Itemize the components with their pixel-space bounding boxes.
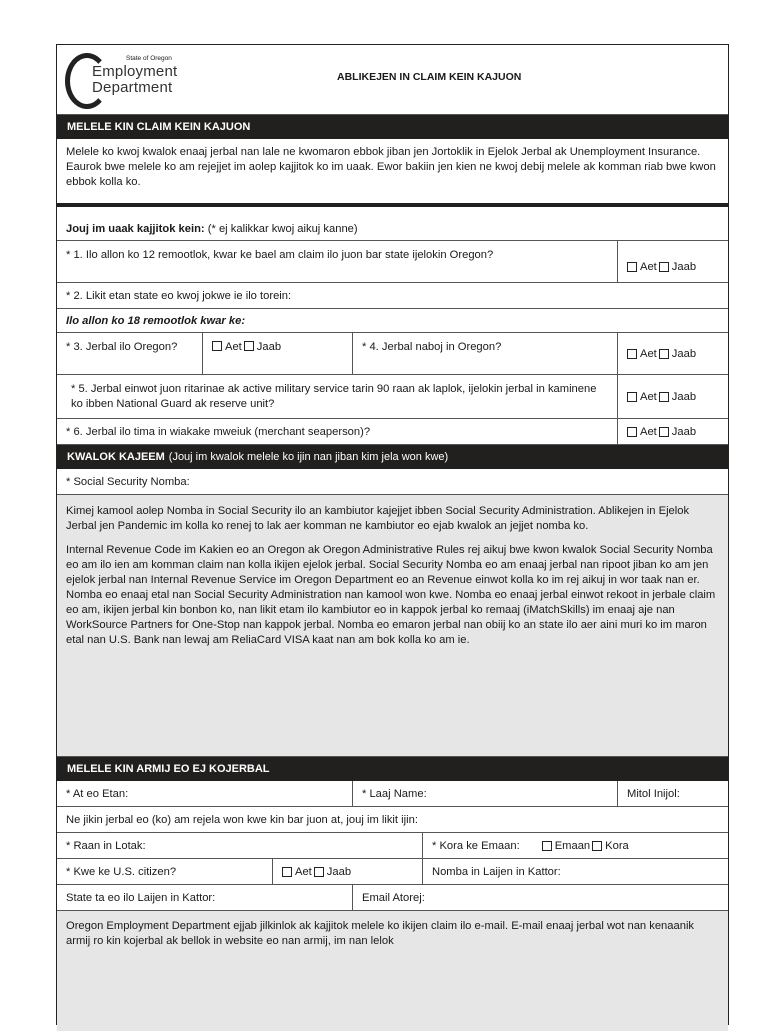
email-field[interactable]: Email Atorej:: [352, 885, 728, 910]
sub-heading-text: Ilo allon ko 18 remootlok kwar ke:: [66, 314, 246, 327]
form-title: ABLIKEJEN IN CLAIM KEIN KAJUON: [337, 71, 522, 83]
q6-no-checkbox[interactable]: [659, 427, 669, 437]
section-heading-text: KWALOK KAJEEM: [67, 451, 165, 463]
section-heading-text: MELELE KIN ARMIJ EO EJ KOJERBAL: [67, 763, 270, 775]
other-names-row[interactable]: [57, 807, 728, 833]
yes-label: Aet: [640, 347, 657, 360]
question-5-row: [57, 375, 728, 419]
ssn-row[interactable]: [57, 469, 728, 495]
question-2-text: * 2. Likit etan state eo kwoj jokwe ie ilo torein:: [66, 289, 292, 302]
section-heading-claim-info: [57, 115, 728, 139]
dob-gender-row: [57, 833, 728, 859]
question-2-row[interactable]: [57, 283, 728, 309]
section-heading-subtext: (Jouj im kwalok melele ko ijin nan jiban kim jela won kwe): [168, 451, 449, 463]
no-label: Jaab: [671, 260, 697, 273]
q3-yes-checkbox[interactable]: [212, 341, 222, 351]
citizen-no-checkbox[interactable]: [314, 867, 324, 877]
gender-label: * Kora ke Emaan:: [432, 839, 520, 852]
name-row: [57, 781, 728, 807]
section-heading-identity: [57, 445, 728, 469]
section-heading-text: MELELE KIN CLAIM KEIN KAJUON: [67, 121, 251, 133]
yes-label: Aet: [225, 341, 242, 353]
question-3-4-row: [57, 333, 728, 375]
logo-state-text: State of Oregon: [126, 55, 172, 62]
question-4-options: [617, 333, 728, 374]
question-3-options: [202, 333, 352, 374]
gender-field: [422, 833, 728, 858]
no-label: Jaab: [671, 390, 697, 403]
citizen-license-row: [57, 859, 728, 885]
yes-label: Aet: [640, 260, 657, 273]
license-number-field[interactable]: Nomba in Laijen in Kattor:: [422, 859, 728, 884]
citizen-yes-checkbox[interactable]: [282, 867, 292, 877]
question-6-options: [617, 419, 728, 444]
female-label: Kora: [605, 839, 629, 852]
agency-logo: [65, 49, 225, 111]
email-note-box: [57, 911, 728, 1031]
ssn-info-box: [57, 495, 728, 757]
claim-info-paragraph: [57, 139, 728, 207]
logo-line1: Employment: [92, 63, 178, 80]
first-name-field[interactable]: * At eo Etan:: [66, 787, 129, 800]
no-label: Jaab: [671, 425, 697, 438]
yes-label: Aet: [640, 390, 657, 403]
question-6-row: [57, 419, 728, 445]
q4-yes-checkbox[interactable]: [627, 349, 637, 359]
question-5-options: [617, 375, 728, 418]
yes-label: Aet: [640, 425, 657, 438]
question-1-options: [617, 241, 728, 282]
question-4-text: * 4. Jerbal naboj in Oregon?: [352, 333, 617, 374]
male-label: Emaan: [554, 839, 591, 852]
form-header: [57, 45, 728, 115]
ssn-label: * Social Security Nomba:: [66, 475, 190, 488]
q5-yes-checkbox[interactable]: [627, 392, 637, 402]
no-label: Jaab: [256, 341, 282, 353]
question-1-text: * 1. Ilo allon ko 12 remootlok, kwar ke bael am claim ilo juon bar state ijelokin Oregon?: [66, 249, 494, 261]
intro-bold: Jouj im uaak kajjitok kein:: [66, 222, 205, 235]
no-label: Jaab: [671, 347, 697, 360]
ssn-info-paragraph-1: Kimej kamool aolep Nomba in Social Security ilo an kambiutor kajejjet ibben Social Security Administration. Ablikejen in Ejelok Jerbal jen Pandemic im kolla ko renej to lak aer komman ne kambiutor eo ejab kwalok an jejjet nomba ko.: [66, 505, 690, 532]
questions-intro: [57, 217, 728, 241]
citizen-options: [272, 859, 422, 884]
question-5-text: * 5. Jerbal einwot juon ritarinae ak active military service tarin 90 raan ak laplok, ijelokin jerbal in kaminene ko ibben National Guard ak reserve unit?: [71, 382, 597, 410]
male-checkbox[interactable]: [542, 841, 552, 851]
q4-no-checkbox[interactable]: [659, 349, 669, 359]
section-heading-claimant: [57, 757, 728, 781]
sub-heading-row: [57, 309, 728, 333]
logo-line2: Department: [92, 79, 173, 96]
form-frame: [56, 44, 729, 1025]
other-names-label: Ne jikin jerbal eo (ko) am rejela won kwe kin bar juon at, jouj im likit ijin:: [66, 813, 418, 826]
intro-rest: (* ej kalikkar kwoj aikuj kanne): [204, 222, 358, 235]
q5-no-checkbox[interactable]: [659, 392, 669, 402]
last-name-field[interactable]: * Laaj Name:: [352, 781, 617, 806]
q6-yes-checkbox[interactable]: [627, 427, 637, 437]
citizen-question: * Kwe ke U.S. citizen?: [66, 865, 177, 878]
ssn-info-paragraph-2: Internal Revenue Code im Kakien eo an Oregon ak Oregon Administrative Rules rej aikuj bwe kwon kwalok Social Security Nomba eo am ilo ien am komman claim nan kolla ikijen ejelok jerbal. Social Security Nomba eo am enaaj jerbal nan ripoot jiban ko am jen ejelok jerbal nan Internal Revenue Service im Oregon Department eo an Revenue einwot kolla ko im rej aikuj in wor taak nan er. Nomba eo enaaj etal nan Social Security Administration nan kamool won kwe. Nomba eo enaaj jerbal einwot rekoot in jerbale claim eo am, ikijen jerbal kin bonbon ko, nan likit etam ilo kambiutor eo in kappok jerbal ko remaaj (iMatchSkills) im enaaj aje nan WorkSource Partners for One-Stop nan kappok jerbal. Nomba eo emaron jerbal nan obiij ko an state ilo aer aini muri ko im maron etal nan U.S. Bank nan lewaj am ReliaCard VISA kaat nan am bok kolla ko am ie.: [66, 544, 716, 646]
license-state-email-row: [57, 885, 728, 911]
claim-info-text: Melele ko kwoj kwalok enaaj jerbal nan lale ne kwomaron ebbok jiban jen Jortoklik in Ejelok Jerbal ak Unemployment Insurance. Eaurok bwe melele ko am rejejjet im aolep kajjitok ko im uaak. Ewor bakiin jen kien ne kwoj debij melele ak komman riab bwe kwon ebbok kolla ko.: [66, 146, 716, 188]
email-note-text: Oregon Employment Department ejjab jilkinlok ak kajjitok melele ko ikijen claim ilo e-mail. E-mail enaaj jerbal wot nan kenaanik armij ro kin kojerbal ak bellok in website eo nan armij, im nan lelok: [66, 920, 695, 947]
dob-field[interactable]: * Raan in Lotak:: [66, 839, 146, 852]
license-state-field[interactable]: State ta eo ilo Laijen in Kattor:: [66, 891, 216, 904]
q3-no-checkbox[interactable]: [244, 341, 254, 351]
q1-no-checkbox[interactable]: [659, 262, 669, 272]
question-1-row: [57, 241, 728, 283]
question-6-text: * 6. Jerbal ilo tima in wiakake mweiuk (merchant seaperson)?: [66, 425, 371, 438]
q1-yes-checkbox[interactable]: [627, 262, 637, 272]
female-checkbox[interactable]: [592, 841, 602, 851]
no-label: Jaab: [326, 865, 352, 878]
question-3-text: * 3. Jerbal ilo Oregon?: [66, 341, 178, 353]
yes-label: Aet: [295, 865, 312, 878]
middle-initial-field[interactable]: Mitol Inijol:: [617, 781, 728, 806]
